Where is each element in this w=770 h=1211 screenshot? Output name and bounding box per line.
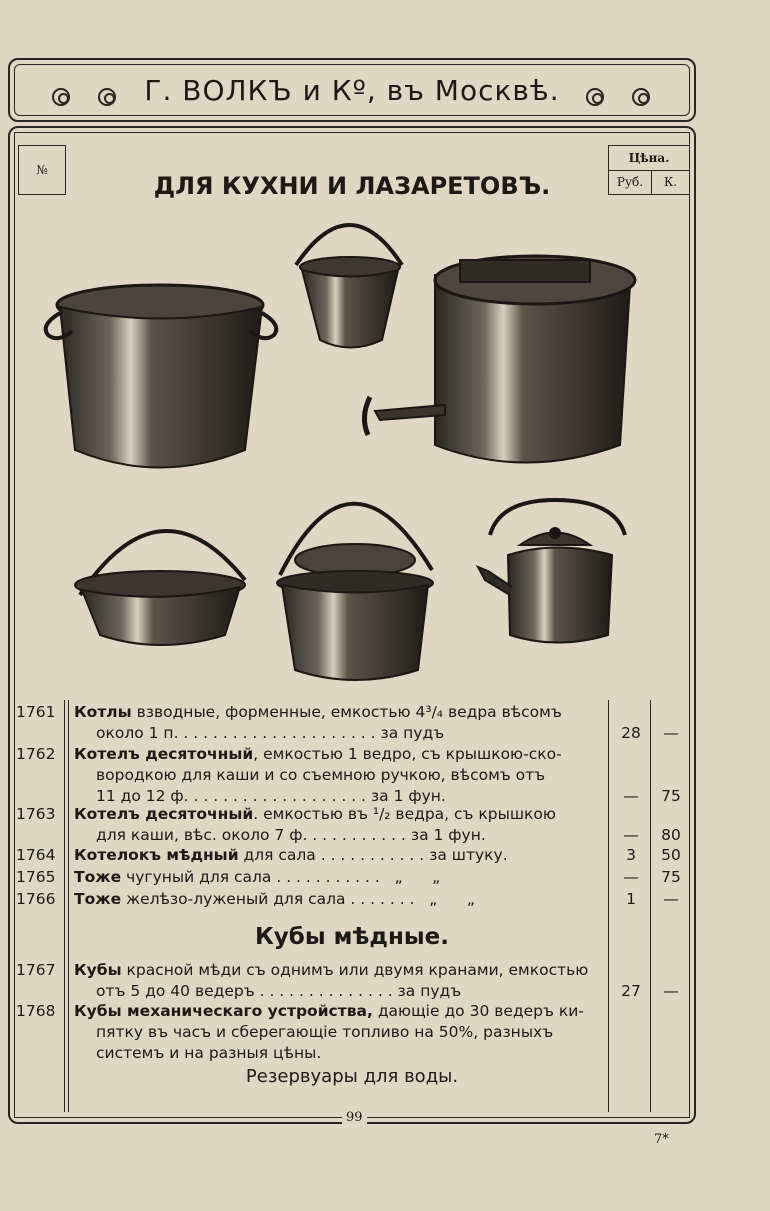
num-column-divider-2: [68, 700, 69, 1112]
item-description: Котлы взводные, форменные, емкостью 4³/₄ ведра вѣсомъ около 1 п. . . . . . . . . . . . . . . . . . . . . за пудъ: [74, 703, 562, 742]
item-number: 1761: [16, 703, 56, 721]
small-pail-icon: [296, 225, 402, 348]
page-title: ДЛЯ КУХНИ И ЛАЗАРЕТОВЪ.: [153, 172, 551, 200]
shallow-pan-icon: [75, 531, 245, 645]
item-price-rub: 28: [621, 724, 641, 742]
kop-label: К.: [663, 175, 678, 189]
price-column-divider: [608, 700, 609, 1112]
item-description: Кубы механическаго устройства, дающіе до 30 ведеръ ки- пятку въ часъ и сберегающіе топливо на 50%, разныхъ системъ и на разныя цѣны.: [74, 1002, 584, 1062]
item-description: Кубы красной мѣди съ однимъ или двумя кранами, емкостью отъ 5 до 40 ведеръ . . . . . . . . . . . . . . за пудъ: [74, 961, 589, 1000]
item-description: Котелъ десяточный, емкостью 1 ведро, съ крышкою-ско- вородкою для каши и со съемною ручкою, вѣсомъ отъ 11 до 12 ф. . . . . . . . . . . . . . . . . . . за 1 фун.: [74, 745, 562, 805]
item-number: 1764: [16, 846, 56, 864]
item-price-kop: —: [663, 982, 679, 1000]
price-label: Цѣна.: [609, 146, 689, 171]
item-number: 1763: [16, 805, 56, 823]
rub-label: Руб.: [609, 171, 652, 194]
page-number: 99: [342, 1110, 367, 1125]
item-price-kop: 75: [661, 787, 681, 805]
item-description: Тоже желѣзо-луженый для сала . . . . . . . „ „: [74, 890, 475, 908]
item-number: 1765: [16, 868, 56, 886]
item-price-rub: —: [623, 787, 639, 805]
item-number: 1762: [16, 745, 56, 763]
section-heading: Кубы мѣдные.: [255, 924, 449, 950]
item-number: 1767: [16, 961, 56, 979]
footer-note: Резервуары для воды.: [245, 1066, 459, 1087]
item-price-kop: —: [663, 724, 679, 742]
lidded-pot-icon: [277, 504, 433, 680]
item-price-rub: 3: [626, 846, 636, 864]
item-description: Котелъ десяточный. емкостью въ ¹/₂ ведра, съ крышкою для каши, вѣс. около 7 ф. . . . . . . . . . . за 1 фун.: [74, 805, 556, 844]
large-cauldron-icon: [46, 285, 277, 468]
kettle-icon: [478, 500, 625, 643]
item-price-kop: 50: [661, 846, 681, 864]
item-description: Котелокъ мѣдный для сала . . . . . . . . . . . за штуку.: [74, 846, 508, 864]
signature-mark: 7*: [654, 1132, 669, 1147]
item-price-rub: 1: [626, 890, 636, 908]
item-price-kop: 75: [661, 868, 681, 886]
page-header: Г. ВОЛКЪ и Кº, въ Москвѣ.: [144, 74, 560, 107]
item-price-rub: —: [623, 826, 639, 844]
number-column-header: №: [18, 145, 66, 195]
item-number: 1766: [16, 890, 56, 908]
item-number: 1768: [16, 1002, 56, 1020]
boiler-with-tap-icon: [364, 256, 635, 463]
item-price-kop: —: [663, 890, 679, 908]
item-price-rub: 27: [621, 982, 641, 1000]
item-price-rub: —: [623, 868, 639, 886]
item-description: Тоже чугуный для сала . . . . . . . . . . . „ „: [74, 868, 441, 886]
rub-kop-divider: [650, 700, 651, 1112]
item-price-kop: 80: [661, 826, 681, 844]
kitchen-vessels-illustration: [30, 215, 670, 690]
num-column-divider: [64, 700, 65, 1112]
